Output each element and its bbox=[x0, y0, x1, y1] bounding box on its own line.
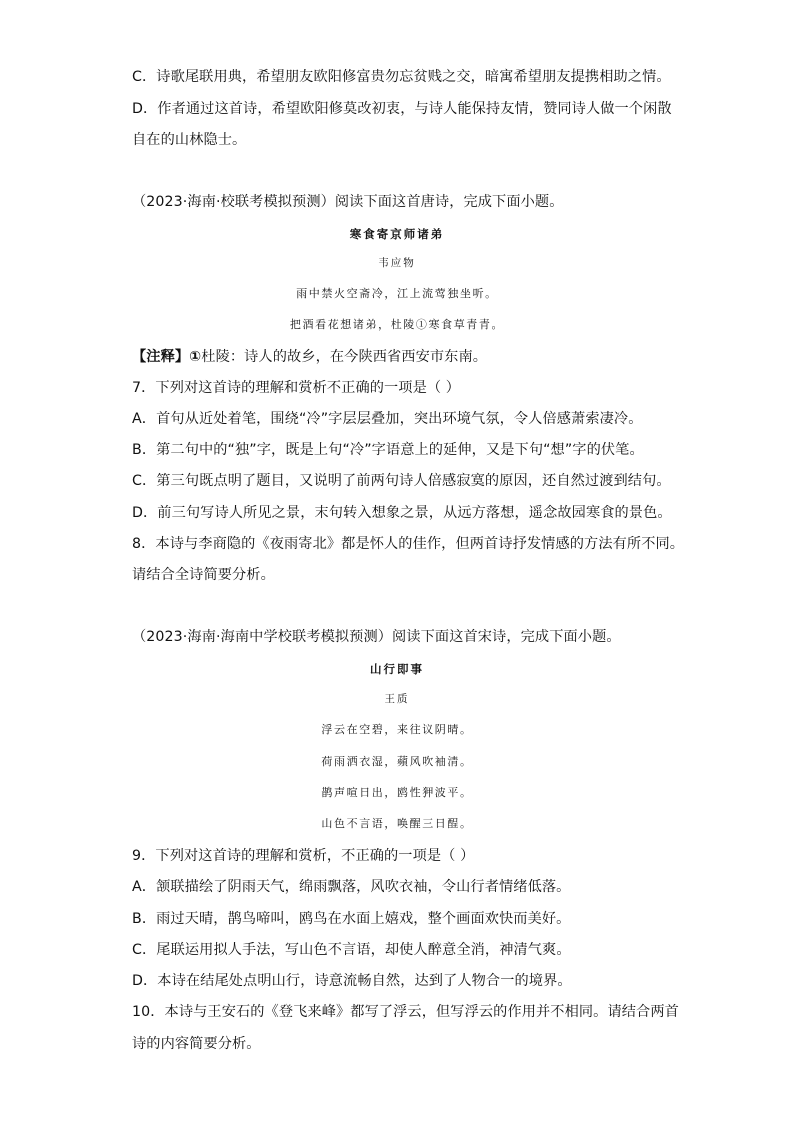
poem-author-2: 王质 bbox=[384, 693, 410, 705]
question-7: 7．下列对这首诗的理解和赏析不正确的一项是（ ） bbox=[132, 380, 461, 396]
question-7-option-c: C．第三句既点明了题目，又说明了前两句诗人倍感寂寞的原因，还自然过渡到结句。 bbox=[132, 473, 671, 489]
option-d-line2: 自在的山林隐士。 bbox=[132, 132, 247, 148]
question-8-line2: 请结合全诗简要分析。 bbox=[132, 567, 275, 583]
question-7-option-b: B．第二句中的“独”字，既是上句“冷”字语意上的延伸，又是下句“想”字的伏笔。 bbox=[132, 442, 644, 458]
question-9-option-c: C．尾联运用拟人手法，写山色不言语，却使人醉意全消，神清气爽。 bbox=[132, 942, 571, 958]
question-7-option-d: D．前三句写诗人所见之景，末句转入想象之景，从远方落想，遥念故园寒食的景色。 bbox=[132, 505, 672, 521]
poem-title-2: 山行即事 bbox=[370, 662, 424, 676]
poem-2-verse-4: 山色不言语，唤醒三日酲。 bbox=[321, 817, 473, 830]
question-9-option-a: A．颔联描绘了阴雨天气，绵雨飘落，风吹衣袖，令山行者情绪低落。 bbox=[132, 879, 571, 895]
poem-2-verse-1: 浮云在空碧，来往议阴晴。 bbox=[321, 723, 473, 736]
question-9-option-d: D．本诗在结尾处点明山行，诗意流畅自然，达到了人物合一的境界。 bbox=[132, 973, 572, 989]
poem-2-verse-2: 荷雨洒衣湿，蘋风吹袖清。 bbox=[321, 755, 473, 768]
passage-intro-tang: （2023·海南·校联考模拟预测）阅读下面这首唐诗，完成下面小题。 bbox=[132, 194, 564, 210]
question-9-option-b: B．雨过天晴，鹊鸟啼叫，鸥鸟在水面上嬉戏，整个画面欢快而美好。 bbox=[132, 911, 571, 927]
poem-author: 韦应物 bbox=[378, 257, 416, 269]
option-c: C．诗歌尾联用典，希望朋友欧阳修富贵勿忘贫贱之交，暗寓希望朋友提携相助之情。 bbox=[132, 69, 671, 85]
poem-verse-2: 把酒看花想诸弟，杜陵①寒食草青青。 bbox=[289, 318, 505, 331]
passage-intro-song: （2023·海南·海南中学校联考模拟预测）阅读下面这首宋诗，完成下面小题。 bbox=[132, 629, 621, 645]
question-10-line2: 诗的内容简要分析。 bbox=[132, 1036, 261, 1052]
annotation bbox=[132, 347, 487, 367]
annotation-text: 杜陵：诗人的故乡，在今陕西省西安市东南。 bbox=[201, 349, 488, 365]
annotation-label: 【注释】 bbox=[132, 349, 190, 365]
question-10-line1: 10．本诗与王安石的《登飞来峰》都写了浮云，但写浮云的作用并不相同。请结合两首 bbox=[132, 1004, 679, 1020]
question-7-option-a: A．首句从近处着笔，围绕“冷”字层层叠加，突出环境气氛，令人倍感萧索凄冷。 bbox=[132, 411, 643, 427]
poem-2-verse-3: 鹊声喧日出，鸥性狎波平。 bbox=[321, 786, 473, 799]
annotation-mark: ① bbox=[189, 349, 202, 365]
question-9: 9．下列对这首诗的理解和赏析，不正确的一项是（ ） bbox=[132, 848, 475, 864]
poem-title: 寒食寄京师诸弟 bbox=[349, 227, 445, 241]
poem-verse-1: 雨中禁火空斋冷，江上流莺独坐听。 bbox=[296, 287, 498, 300]
option-d-line1: D．作者通过这首诗，希望欧阳修莫改初衷，与诗人能保持友情，赞同诗人做一个闲散 bbox=[132, 101, 672, 117]
question-8-line1: 8．本诗与李商隐的《夜雨寄北》都是怀人的佳作，但两首诗抒发情感的方法有所不同。 bbox=[132, 536, 685, 552]
